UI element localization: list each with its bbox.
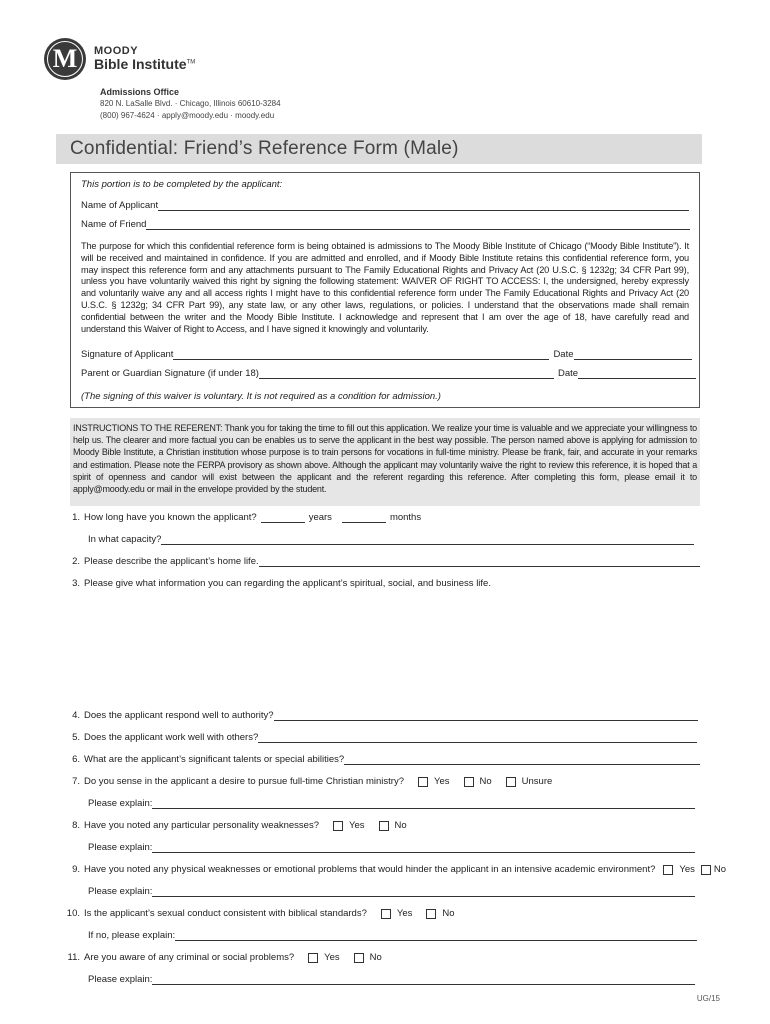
form-title: Confidential: Friend’s Reference Form (Male)	[70, 138, 459, 159]
question-6: 6. What are the applicant’s significant talents or special abilities?	[62, 754, 700, 765]
talents-field[interactable]	[344, 754, 700, 765]
question-11: 11. Are you aware of any criminal or social problems? Yes No	[67, 952, 382, 963]
q8-no-checkbox[interactable]	[379, 821, 389, 831]
question-7-sub: Please explain:	[88, 798, 695, 809]
office-street: 820 N. LaSalle Blvd. · Chicago, Illinois 60610-3284	[100, 99, 281, 108]
q8-explain-field[interactable]	[152, 842, 695, 853]
moody-logo-icon: M	[44, 38, 86, 80]
q10-yes-checkbox[interactable]	[381, 909, 391, 919]
home-life-field[interactable]	[259, 556, 700, 567]
moody-logo	[44, 38, 195, 80]
months-known-field[interactable]	[342, 512, 386, 523]
question-11-sub: Please explain:	[88, 974, 695, 985]
name-of-applicant-row: Name of Applicant	[81, 200, 689, 211]
name-of-friend-row: Name of Friend	[81, 219, 690, 230]
question-8-sub: Please explain:	[88, 842, 695, 853]
logo-bible-institute-text: Bible Institute™	[94, 56, 196, 73]
office-contact: (800) 967-4624 · apply@moody.edu · moody.edu	[100, 111, 275, 120]
question-9-sub: Please explain:	[88, 886, 695, 897]
logo-moody-text: MOODY	[94, 44, 139, 57]
waiver-voluntary-note: (The signing of this waiver is voluntary. It is not required as a condition for admission.)	[81, 391, 441, 402]
form-title-bar	[56, 134, 702, 164]
signature-parent-row: Parent or Guardian Signature (if under 18) Date	[81, 368, 696, 379]
q7-yes-checkbox[interactable]	[418, 777, 428, 787]
question-1-sub: In what capacity?	[88, 534, 694, 545]
q11-yes-checkbox[interactable]	[308, 953, 318, 963]
name-of-friend-field[interactable]	[146, 219, 690, 230]
question-1: 1. How long have you known the applicant? years months	[72, 512, 422, 523]
q9-yes-checkbox[interactable]	[663, 865, 673, 875]
q11-no-checkbox[interactable]	[354, 953, 364, 963]
q7-unsure-checkbox[interactable]	[506, 777, 516, 787]
question-5: 5. Does the applicant work well with others?	[62, 732, 697, 743]
q9-no-checkbox[interactable]	[701, 865, 711, 875]
question-9: 9. Have you noted any physical weaknesses or emotional problems that would hinder the applicant in an intensive academic environment? Yes No	[72, 864, 727, 875]
years-known-field[interactable]	[261, 512, 305, 523]
capacity-field[interactable]	[161, 534, 694, 545]
signature-applicant-date-field[interactable]	[574, 349, 692, 360]
signature-parent-field[interactable]	[259, 368, 554, 379]
work-with-others-field[interactable]	[258, 732, 697, 743]
signature-parent-date-field[interactable]	[578, 368, 696, 379]
question-10: 10. Is the applicant’s sexual conduct consistent with biblical standards? Yes No	[66, 908, 455, 919]
authority-field[interactable]	[274, 710, 698, 721]
question-10-sub: If no, please explain:	[88, 930, 697, 941]
form-code: UG/15	[696, 994, 720, 1003]
q7-no-checkbox[interactable]	[464, 777, 474, 787]
q11-explain-field[interactable]	[152, 974, 695, 985]
q10-explain-field[interactable]	[175, 930, 697, 941]
q8-yes-checkbox[interactable]	[333, 821, 343, 831]
question-8: 8. Have you noted any particular personality weaknesses? Yes No	[72, 820, 407, 831]
office-address	[100, 86, 281, 122]
spiritual-social-business-answer-area[interactable]	[88, 594, 692, 706]
q10-no-checkbox[interactable]	[426, 909, 436, 919]
question-3: 3. Please give what information you can regarding the applicant’s spiritual, social, and business life.	[72, 578, 491, 589]
q9-explain-field[interactable]	[152, 886, 695, 897]
applicant-section	[70, 172, 700, 408]
ferpa-waiver-text: The purpose for which this confidential reference form is being obtained is admissions to The Moody Bible Institute of Chicago (“Moody Bible Institute”). It will be received and maintained in confidence. If you are admitted and enrolled, and if Moody Bible Institute retains this confidential reference form, you may inspect this reference form and any attachments pursuant to The Family Educational Rights and Privacy Act (20 U.S.C. § 1232g; 34 CFR Part 99), unless you have voluntarily waived this right by signing the following statement: WAIVER OF RIGHT TO ACCESS: I, the undersigned, hereby expressly and voluntarily waive any and all access rights I might have to this confidential reference form under The Family Educational Rights and Privacy Act (20 U.S.C. § 1232g; 34 CFR Part 99), any state law, or any other laws, regulations, or policies. I understand that the observations made shall remain confidential between the writer and the Moody Bible Institute. I acknowledge and represent that I am over the age of 18, have carefully read and understand this Waiver of Right to Access, and I have signed it knowingly and voluntarily.	[81, 241, 689, 334]
applicant-section-heading: This portion is to be completed by the applicant:	[81, 179, 283, 190]
question-7: 7. Do you sense in the applicant a desire to pursue full-time Christian ministry? Yes No Unsure	[72, 776, 553, 787]
question-2: 2. Please describe the applicant’s home life.	[62, 556, 700, 567]
signature-applicant-row: Signature of Applicant Date	[81, 349, 692, 360]
signature-applicant-field[interactable]	[173, 349, 549, 360]
q7-explain-field[interactable]	[152, 798, 695, 809]
question-4: 4. Does the applicant respond well to authority?	[62, 710, 698, 721]
name-of-applicant-field[interactable]	[158, 200, 689, 211]
referent-instructions: INSTRUCTIONS TO THE REFERENT: Thank you for taking the time to fill out this application. We realize your time is valuable and we appreciate your willingness to help us. The clearer and more factual you can be enables us to serve the applicant in the best way possible. The person named above is applying for admission to Moody Bible Institute, a Christian institution whose purpose is to train persons for vocations in full-time ministry. Please be frank, fair, and accurate in your remarks and estimation. Please note the FERPA provisory as shown above. Although the applicant may voluntarily waive the right to review this reference, it is hoped that a spirit of openness and candor will exist between the applicant and the referent regarding this reference. After completing this form, please email it to apply@moody.edu or mail in the envelope provided by the student.	[70, 418, 700, 506]
office-name: Admissions Office	[100, 87, 180, 97]
